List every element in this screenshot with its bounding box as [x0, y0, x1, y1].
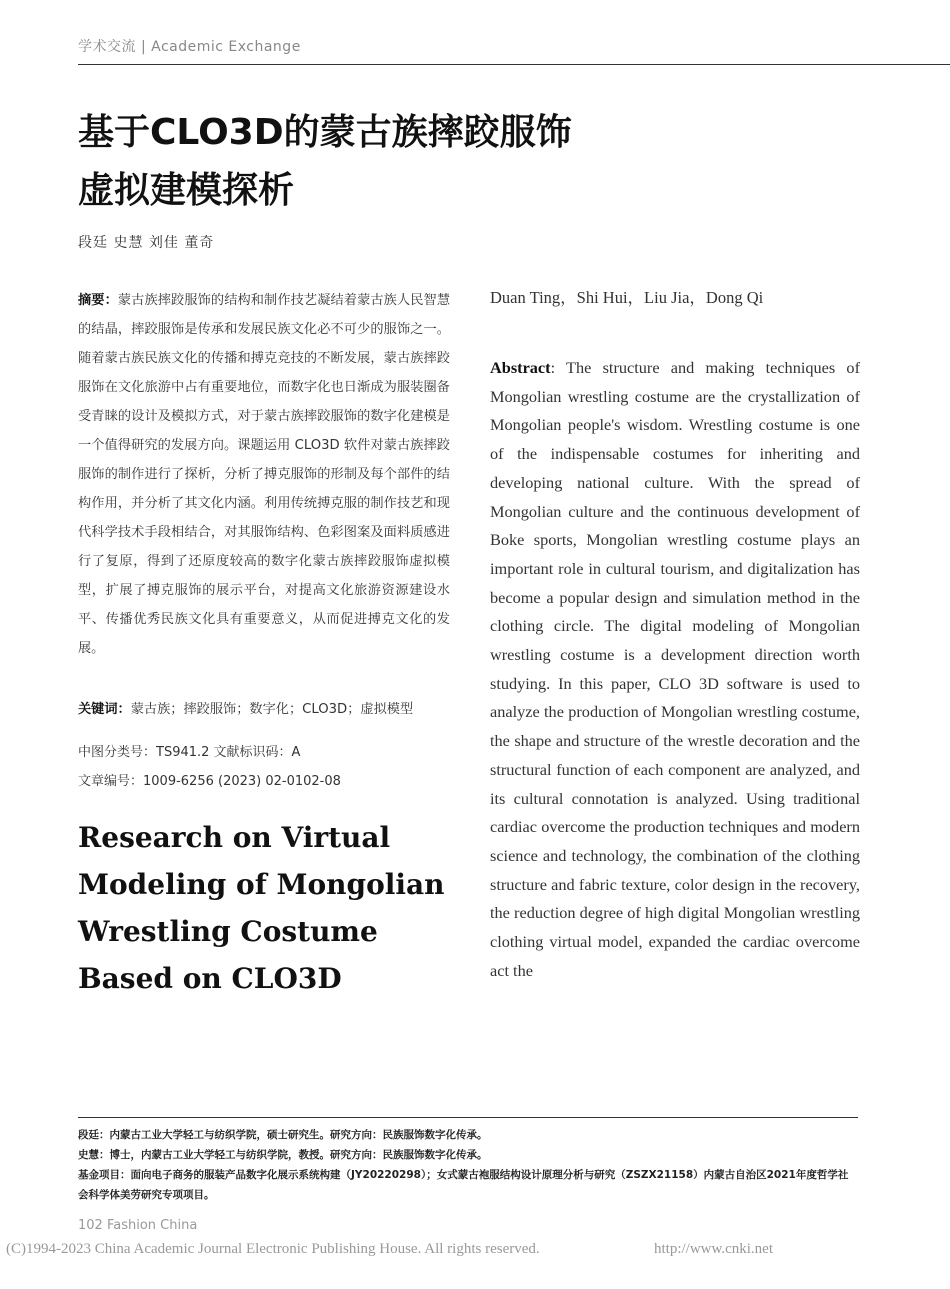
page-number: 102 Fashion China: [78, 1218, 198, 1233]
chinese-title: [78, 104, 638, 220]
footnotes: [78, 1125, 858, 1205]
footnote-author-1: 段廷：内蒙古工业大学轻工与纺织学院，硕士研究生。研究方向：民族服饰数字化传承。: [78, 1129, 488, 1141]
english-abstract: [490, 354, 860, 985]
classification-block: [78, 738, 450, 796]
chinese-authors: 段廷 史慧 刘佳 董奇: [78, 235, 215, 251]
clc-number: 中图分类号：TS941.2 文献标识码：A: [78, 745, 301, 760]
copyright-text: (C)1994-2023 China Academic Journal Electronic Publishing House. All rights reserved.: [6, 1241, 540, 1257]
english-abstract-label: Abstract: [490, 358, 551, 377]
chinese-title-line-1: 基于CLO3D的蒙古族摔跤服饰: [78, 112, 572, 153]
section-tag: 学术交流 | Academic Exchange: [78, 39, 301, 55]
english-abstract-text: : The structure and making techniques of Mongolian wrestling costume are the crystallization of Mongolian people's wisdom. Wrestling costume is one of the indispensable costumes for inheriting and developing national culture. With the spread of Mongolian culture and the continuous development of Boke sports, Mongolian wrestling costume plays an important role in cultural tourism, and digitalization has become a popular design and simulation method in the clothing circle. The digital modeling of Mongolian wrestling costume is a development direction worth studying. In this paper, CLO 3D software is used to analyze the production of Mongolian wrestling costume, the shape and structure of the wrestle decoration and the structural function of each component are analyzed, and its cultural connotation is analyzed. Using traditional cardiac overcome the production techniques and modern science and technology, the combination of the clothing structure and fabric texture, color design in the recovery, the reduction degree of high digital Mongolian wrestling clothing virtual model, expanded the cardiac overcome act the: [490, 358, 860, 980]
footnote-divider: [78, 1117, 858, 1118]
chinese-keywords-label: 关键词：: [78, 702, 131, 717]
chinese-title-line-2: 虚拟建模探析: [78, 170, 295, 211]
footnote-author-2: 史慧：博士，内蒙古工业大学轻工与纺织学院，教授。研究方向：民族服饰数字化传承。: [78, 1149, 488, 1161]
english-title: Research on Virtual Modeling of Mongolian Wrestling Costume Based on CLO3D: [78, 821, 445, 995]
chinese-keywords: [78, 695, 450, 724]
left-column: [78, 286, 450, 1002]
header-divider: [78, 64, 950, 65]
chinese-keywords-text: 蒙古族；摔跤服饰；数字化；CLO3D；虚拟模型: [130, 702, 414, 717]
chinese-abstract-text: 蒙古族摔跤服饰的结构和制作技艺凝结着蒙古族人民智慧的结晶，摔跤服饰是传承和发展民族文化必不可少的服饰之一。随着蒙古族民族文化的传播和搏克竞技的不断发展，蒙古族摔跤服饰在文化旅游中占有重要地位，而数字化也日渐成为服装圈备受青睐的设计及模拟方式，对于蒙古族摔跤服饰的数字化建模是一个值得研究的发展方向。课题运用 CLO3D 软件对蒙古族摔跤服饰的制作进行了探析，分析了搏克服饰的形制及每个部件的结构作用，并分析了其文化内涵。利用传统搏克服的制作技艺和现代科学技术手段相结合，对其服饰结构、色彩图案及面料质感进行了复原，得到了还原度较高的数字化蒙古族摔跤服饰虚拟模型，扩展了搏克服饰的展示平台，对提高文化旅游资源建设水平、传播优秀民族文化具有重要意义，从而促进搏克文化的发展。: [78, 293, 451, 656]
article-number: 文章编号：1009-6256 (2023) 02-0102-08: [78, 774, 341, 789]
cnki-link[interactable]: http://www.cnki.net: [654, 1241, 774, 1257]
chinese-abstract: [78, 286, 450, 663]
footnote-funding: 基金项目：面向电子商务的服装产品数字化展示系统构建（JY20220298）；女式蒙古袍服结构设计原理分析与研究（ZSZX21158）内蒙古自治区2021年度哲学社会科学体美劳研究专项项目。: [78, 1169, 849, 1201]
chinese-abstract-label: 摘要：: [78, 293, 118, 308]
right-column: [490, 286, 860, 985]
english-authors: Duan Ting，Shi Hui，Liu Jia，Dong Qi: [490, 288, 764, 307]
